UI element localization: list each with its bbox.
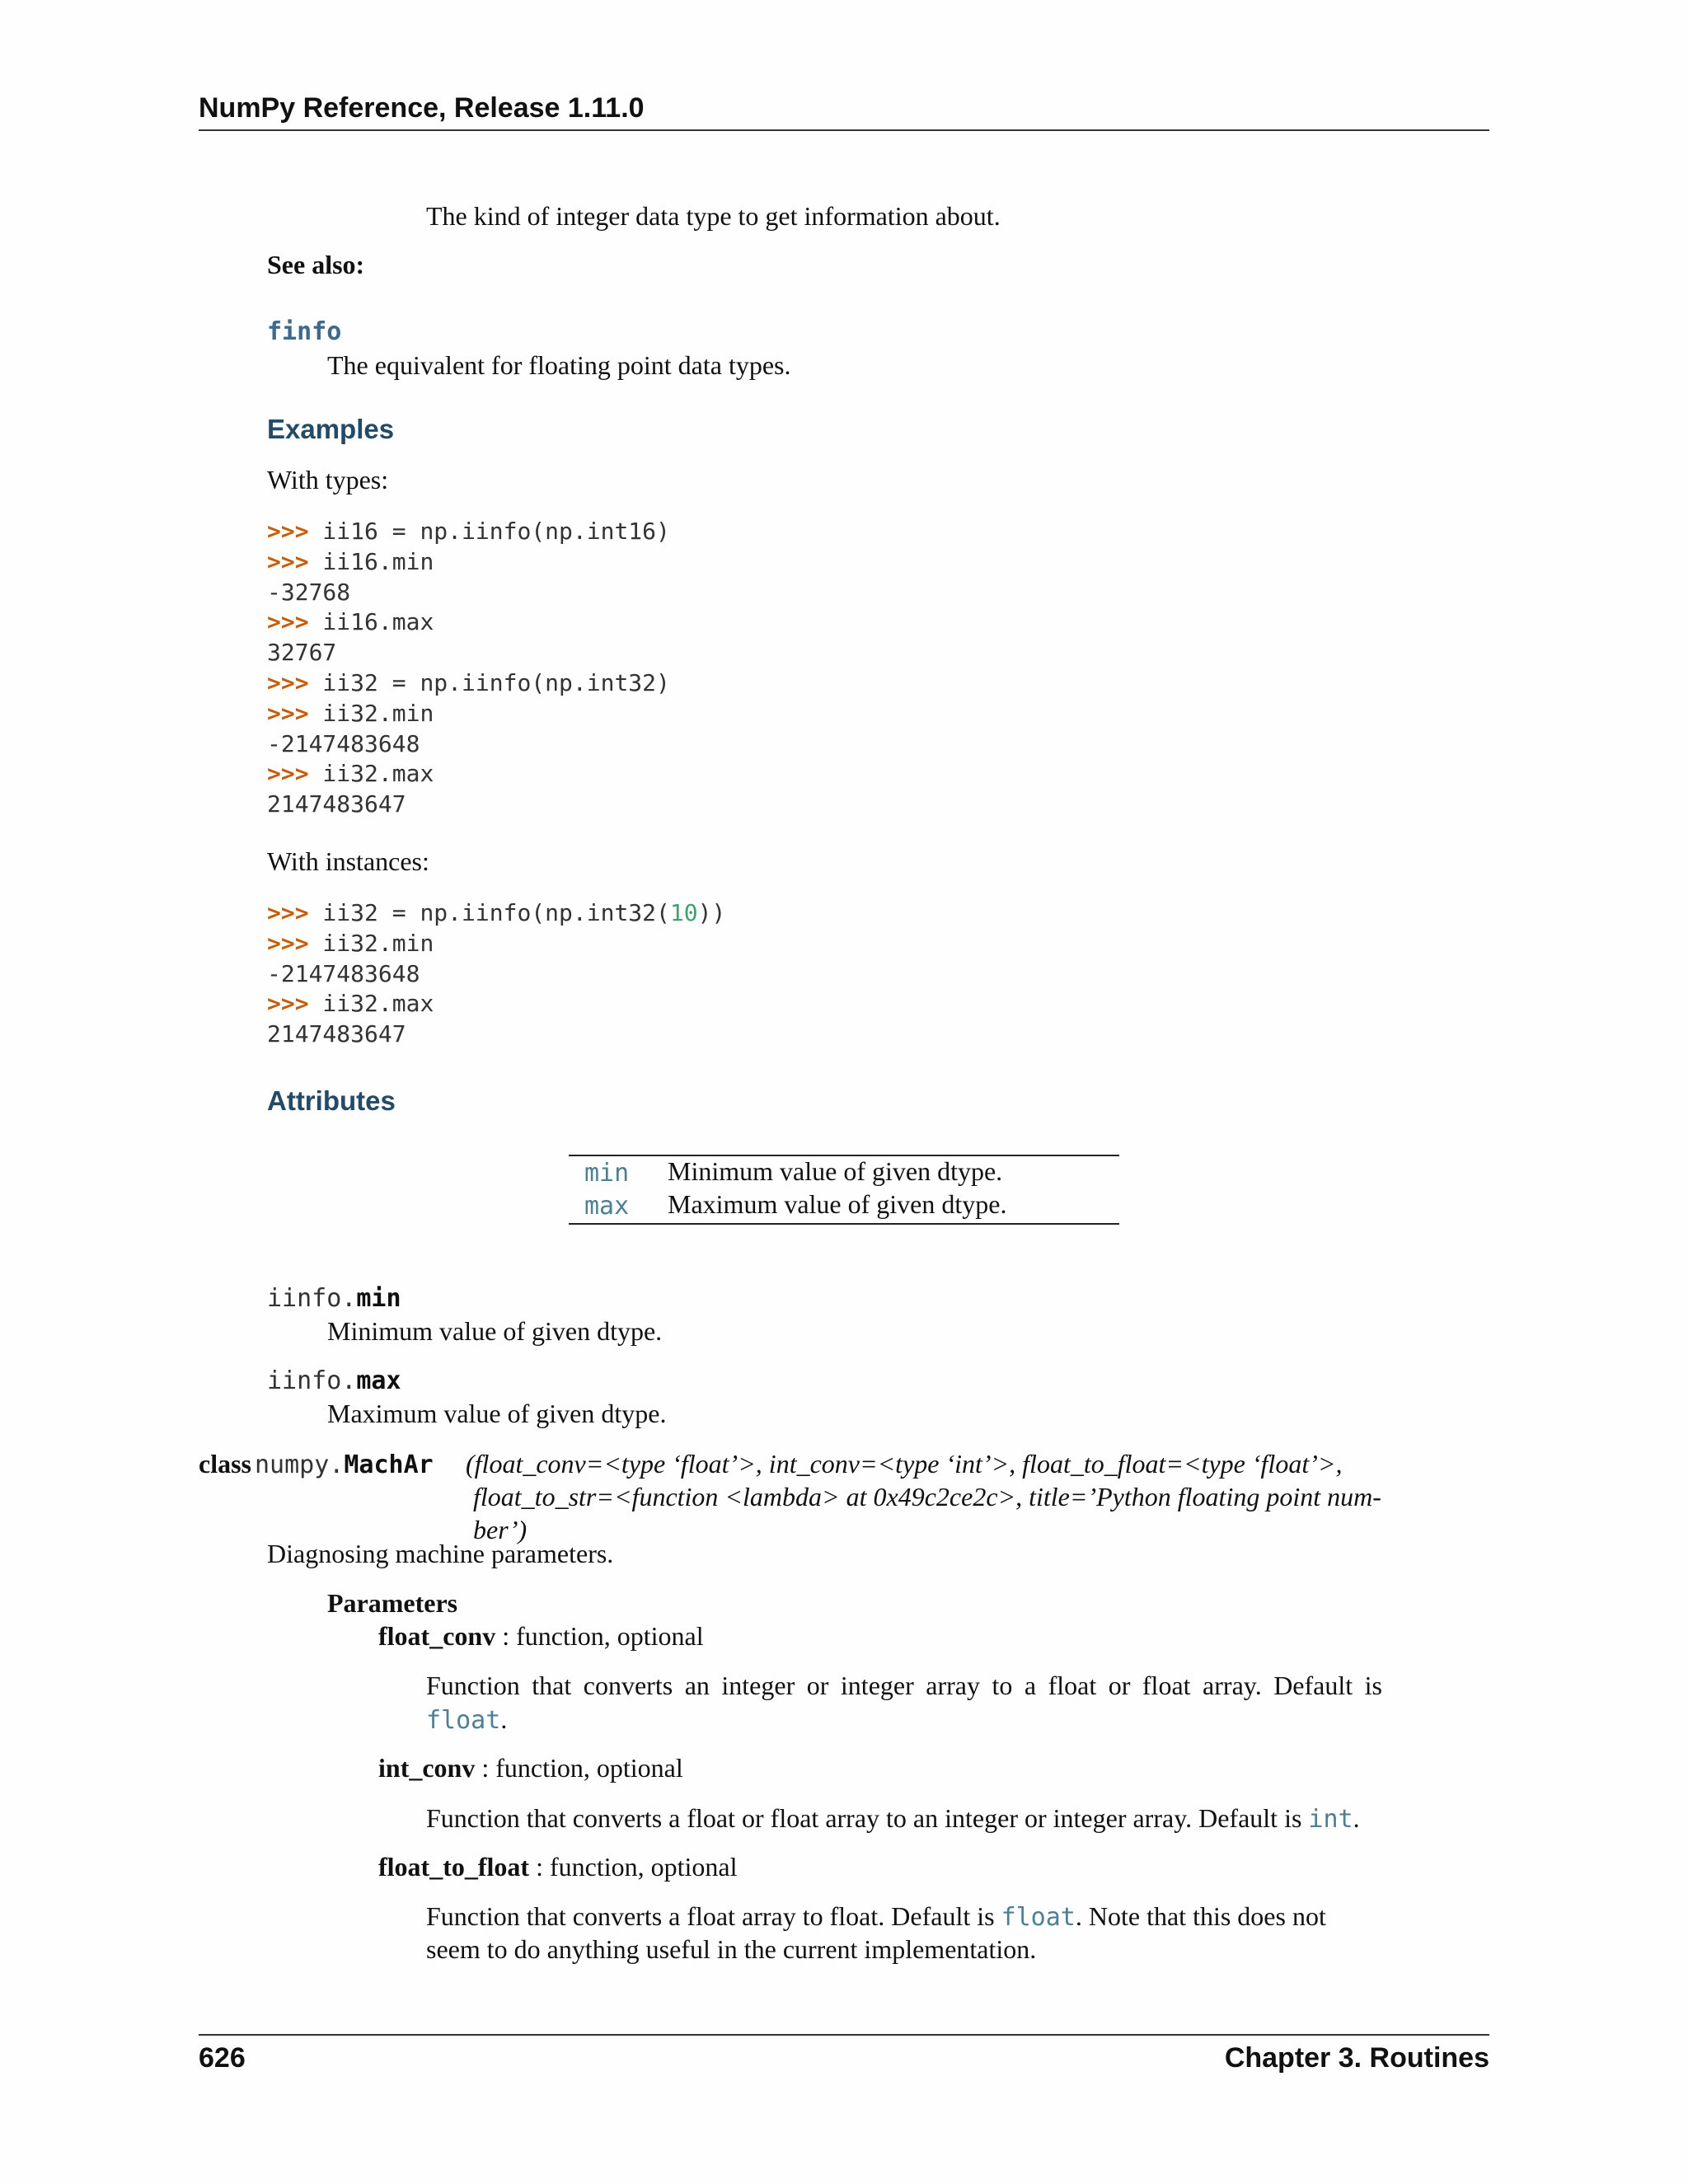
- code-line: [267, 989, 725, 1019]
- code-number: 10: [669, 899, 698, 926]
- code-line: [267, 517, 670, 547]
- inline-literal-float[interactable]: float: [426, 1706, 501, 1735]
- running-header-title: NumPy Reference, Release 1.11.0: [199, 92, 645, 124]
- code-line: [267, 699, 670, 729]
- code-block-instances: [267, 898, 725, 1050]
- attributes-table-bottom-rule: [569, 1223, 1119, 1225]
- code-line: [267, 578, 670, 608]
- see-also-description: The equivalent for floating point data types.: [327, 350, 791, 380]
- attr-name: max: [356, 1366, 401, 1395]
- class-module: numpy.: [255, 1451, 345, 1479]
- desc-text: Function that converts a float array to float. Default is: [426, 1901, 1001, 1931]
- code-text: ii32.min: [308, 929, 434, 957]
- code-text: ii32.min: [308, 699, 434, 727]
- param-int-conv: [378, 1753, 683, 1783]
- param-type: : function, optional: [495, 1621, 704, 1651]
- with-instances-text: With instances:: [267, 846, 429, 876]
- code-prompt: >>>: [267, 547, 309, 575]
- code-output: -32768: [267, 578, 351, 606]
- code-prompt: >>>: [267, 668, 309, 696]
- code-text: ii16.min: [308, 547, 434, 575]
- attr-iinfo-max: [267, 1366, 401, 1395]
- code-line: [267, 668, 670, 699]
- code-prompt: >>>: [267, 990, 309, 1018]
- code-line: [267, 729, 670, 760]
- code-line: [267, 638, 670, 668]
- code-prompt: >>>: [267, 929, 309, 957]
- punct: .: [500, 1704, 508, 1734]
- code-text: )): [697, 899, 726, 926]
- examples-heading: Examples: [267, 414, 395, 444]
- param-name: int_conv: [378, 1753, 476, 1783]
- parameters-label: Parameters: [327, 1588, 458, 1618]
- param-name: float_to_float: [378, 1852, 530, 1882]
- param-float-conv: [378, 1621, 704, 1652]
- attributes-row-max-desc: Maximum value of given dtype.: [668, 1189, 1007, 1219]
- code-output: 2147483647: [267, 790, 406, 818]
- with-types-text: With types:: [267, 465, 389, 494]
- desc-text: . Note that this does not: [1075, 1901, 1326, 1931]
- attributes-row-max-name[interactable]: max: [584, 1192, 630, 1221]
- attr-prefix: iinfo.: [267, 1284, 357, 1313]
- punct: .: [1353, 1803, 1360, 1833]
- desc-text: Function that converts a float or float array to an integer or integer array. Default is: [426, 1803, 1309, 1833]
- code-prompt: >>>: [267, 699, 309, 727]
- param-int-conv-desc: [426, 1803, 1360, 1834]
- attr-prefix: iinfo.: [267, 1366, 357, 1395]
- param-float-to-float-desc-line2: seem to do anything useful in the current implementation.: [426, 1934, 1037, 1964]
- code-line: [267, 759, 670, 790]
- attr-iinfo-max-desc: Maximum value of given dtype.: [327, 1399, 667, 1428]
- class-keyword: class: [199, 1449, 251, 1479]
- attributes-heading: Attributes: [267, 1085, 396, 1116]
- footer-rule: [199, 2034, 1489, 2036]
- see-also-link-finfo[interactable]: finfo: [267, 317, 342, 346]
- chapter-title: Chapter 3. Routines: [1224, 2042, 1489, 2074]
- page-number: 626: [199, 2042, 246, 2074]
- code-block-types: [267, 517, 670, 820]
- code-text: ii16 = np.iinfo(np.int16): [308, 518, 670, 545]
- inline-literal-float[interactable]: float: [1001, 1903, 1076, 1932]
- class-name: MachAr: [344, 1451, 434, 1479]
- code-output: -2147483648: [267, 959, 420, 987]
- code-text: ii32.max: [308, 990, 434, 1018]
- code-line: [267, 1019, 725, 1050]
- machar-signature: [199, 1449, 434, 1479]
- signature-line-1: (float_conv=<type ‘float’>, int_conv=<type ‘int’>, float_to_float=<type ‘float’>,: [466, 1449, 1343, 1479]
- attr-iinfo-min-desc: Minimum value of given dtype.: [327, 1316, 663, 1346]
- code-text: ii16.max: [308, 608, 434, 636]
- param-name: float_conv: [378, 1621, 496, 1651]
- code-output: 32767: [267, 639, 337, 667]
- param-type: : function, optional: [529, 1852, 738, 1882]
- inline-literal-int[interactable]: int: [1308, 1805, 1353, 1834]
- code-prompt: >>>: [267, 760, 309, 788]
- code-line: [267, 898, 725, 929]
- code-text: ii32.max: [308, 760, 434, 788]
- code-output: -2147483648: [267, 729, 420, 757]
- param-float-conv-desc: Function that converts an integer or integer array to a float or float array. Default is: [426, 1671, 1382, 1700]
- code-output: 2147483647: [267, 1020, 406, 1048]
- code-line: [267, 790, 670, 820]
- code-line: [267, 607, 670, 638]
- code-prompt: >>>: [267, 608, 309, 636]
- param-description: The kind of integer data type to get information about.: [426, 201, 1001, 231]
- machar-summary: Diagnosing machine parameters.: [267, 1539, 614, 1568]
- code-prompt: >>>: [267, 518, 309, 545]
- code-prompt: >>>: [267, 899, 309, 926]
- param-float-to-float: [378, 1852, 737, 1882]
- code-line: [267, 959, 725, 990]
- code-text: ii32 = np.iinfo(np.int32): [308, 668, 670, 696]
- code-text: ii32 = np.iinfo(np.int32(: [308, 899, 670, 926]
- param-float-to-float-desc: [426, 1901, 1326, 1932]
- attr-iinfo-min: [267, 1284, 401, 1313]
- code-line: [267, 929, 725, 959]
- attr-name: min: [356, 1284, 401, 1313]
- signature-line-2: float_to_str=<function <lambda> at 0x49c2ce2c>, title=’Python floating point num-: [473, 1482, 1381, 1511]
- signature-line-3: ber’): [473, 1515, 528, 1544]
- header-rule: [199, 129, 1489, 131]
- code-line: [267, 547, 670, 578]
- see-also-label: See also:: [267, 250, 365, 279]
- param-float-conv-desc-line2: [426, 1704, 507, 1735]
- attributes-row-min-desc: Minimum value of given dtype.: [668, 1156, 1003, 1186]
- param-type: : function, optional: [475, 1753, 683, 1783]
- attributes-row-min-name[interactable]: min: [584, 1159, 630, 1188]
